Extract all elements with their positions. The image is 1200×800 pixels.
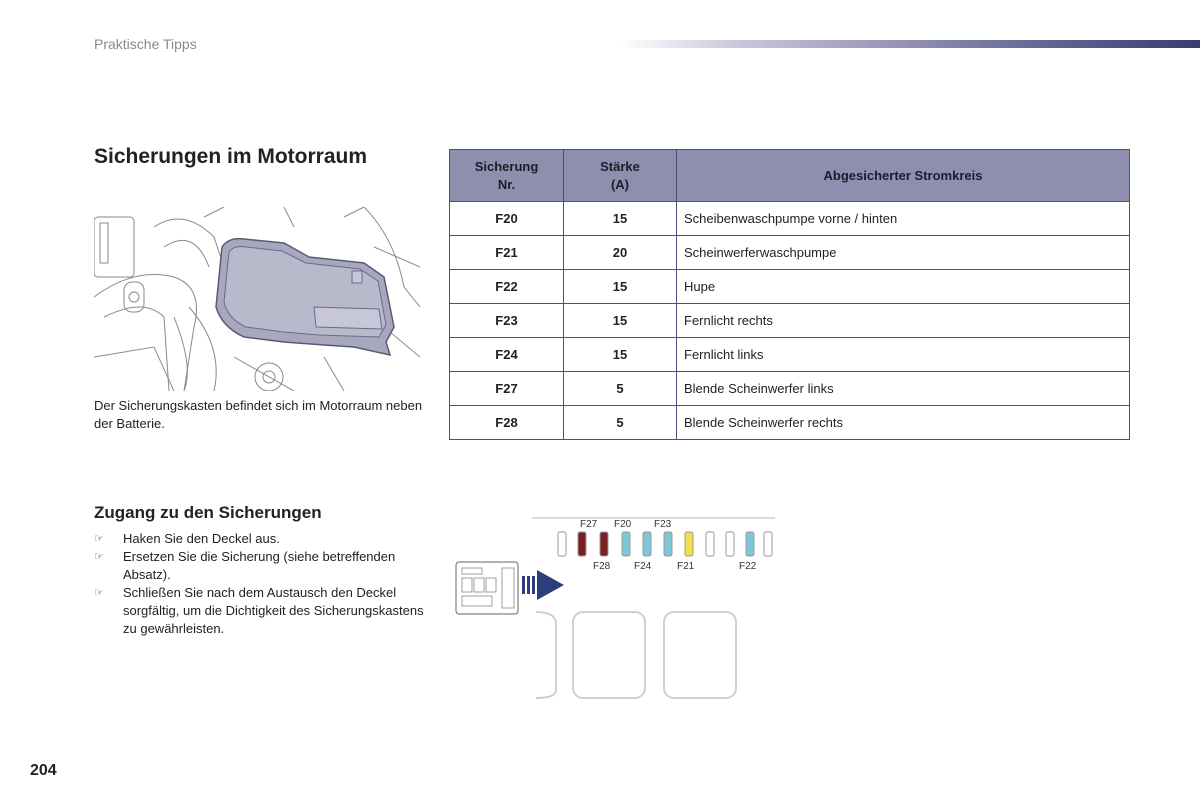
amperage-cell: 15 (564, 304, 677, 338)
fuse-f21 (685, 532, 693, 556)
fuse-label-bottom: F21 (677, 561, 695, 572)
amperage-cell: 20 (564, 236, 677, 270)
fuse-label-top: F27 (580, 519, 598, 530)
header-text: (A) (610, 176, 630, 192)
fuse-label-bottom: F28 (593, 561, 611, 572)
relay-block (664, 612, 736, 698)
pointing-hand-icon: ☞ (94, 551, 104, 563)
fuse-number-cell: F22 (450, 270, 564, 304)
table-row (450, 338, 1130, 372)
fuse-f27 (578, 532, 586, 556)
fuse-slot (558, 532, 566, 556)
fuse-number-cell: F20 (450, 202, 564, 236)
fuse-slot (764, 532, 772, 556)
table-row (450, 270, 1130, 304)
running-header: Praktische Tipps (94, 36, 197, 52)
fuse-f28 (600, 532, 608, 556)
header-text: Stärke (600, 158, 640, 174)
fuse-label-top: F23 (654, 519, 672, 530)
header-text: Sicherung (474, 158, 539, 174)
fuse-box-diagram (450, 512, 780, 702)
table-row (450, 406, 1130, 440)
list-item (94, 548, 424, 584)
fuse-number-cell: F21 (450, 236, 564, 270)
header-circuit (677, 150, 1130, 202)
amperage-cell: 5 (564, 406, 677, 440)
header-amperage (564, 150, 677, 202)
circuit-cell: Hupe (677, 270, 1130, 304)
list-item (94, 584, 424, 638)
fuse-f20 (622, 532, 630, 556)
fuse-label-bottom: F22 (739, 561, 757, 572)
step-text: Schließen Sie nach dem Austausch den Deckel sorgfältig, um die Dichtigkeit des Sicherungskastens zu gewährleisten. (123, 585, 424, 636)
circuit-cell: Blende Scheinwerfer rechts (677, 406, 1130, 440)
header-text: Nr. (497, 176, 516, 192)
fuse-slot (706, 532, 714, 556)
arrow-right-icon (522, 570, 564, 600)
fuse-number-cell: F27 (450, 372, 564, 406)
illustration-caption: Der Sicherungskasten befindet sich im Motorraum neben der Batterie. (94, 398, 423, 431)
amperage-cell: 15 (564, 270, 677, 304)
fuse-slot (726, 532, 734, 556)
circuit-cell: Fernlicht links (677, 338, 1130, 372)
table-row (450, 372, 1130, 406)
fusebox-overview-icon (456, 562, 518, 614)
circuit-cell: Scheibenwaschpumpe vorne / hinten (677, 202, 1130, 236)
fuse-f24 (643, 532, 651, 556)
relay-block (573, 612, 645, 698)
header-accent-bar (620, 40, 1200, 48)
header-fuse-number (450, 150, 564, 202)
table-row (450, 304, 1130, 338)
engine-compartment-illustration (94, 207, 420, 391)
header-text: Abgesicherter Stromkreis (823, 167, 983, 183)
step-text: Ersetzen Sie die Sicherung (siehe betreffenden Absatz). (123, 549, 396, 582)
step-text: Haken Sie den Deckel aus. (123, 531, 280, 546)
access-steps-list (94, 530, 424, 638)
pointing-hand-icon: ☞ (94, 533, 104, 545)
fuse-label-bottom: F24 (634, 561, 652, 572)
amperage-cell: 5 (564, 372, 677, 406)
relay-block (536, 612, 556, 698)
table-row (450, 202, 1130, 236)
table-header-row (450, 150, 1130, 202)
fuse-number-cell: F23 (450, 304, 564, 338)
circuit-cell: Scheinwerferwaschpumpe (677, 236, 1130, 270)
amperage-cell: 15 (564, 202, 677, 236)
fuse-f23 (664, 532, 672, 556)
list-item (94, 530, 424, 548)
amperage-cell: 15 (564, 338, 677, 372)
fuse-f22 (746, 532, 754, 556)
table-row (450, 236, 1130, 270)
fuse-label-top: F20 (614, 519, 632, 530)
circuit-cell: Blende Scheinwerfer links (677, 372, 1130, 406)
fuse-number-cell: F24 (450, 338, 564, 372)
page-title: Sicherungen im Motorraum (94, 145, 368, 168)
page-number: 204 (30, 762, 57, 779)
access-section-title: Zugang zu den Sicherungen (94, 503, 322, 522)
fuse-table (449, 149, 1130, 440)
fuse-number-cell: F28 (450, 406, 564, 440)
circuit-cell: Fernlicht rechts (677, 304, 1130, 338)
pointing-hand-icon: ☞ (94, 587, 104, 599)
